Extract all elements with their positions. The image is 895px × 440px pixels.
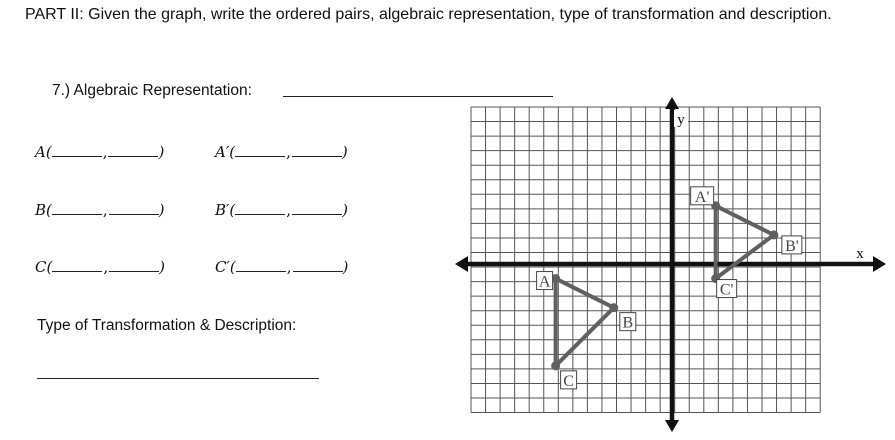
grid-lines — [471, 107, 820, 413]
y-axis-top-arrow — [665, 97, 679, 109]
pair-c-prime-suffix: ) — [342, 258, 349, 276]
page-header: PART II: Given the graph, write the ordered pairs, algebraic representation, type of transformation and description. — [25, 6, 832, 23]
vertex-label-a: A — [538, 273, 551, 291]
vertex-label-b: B — [622, 314, 634, 332]
pair-a-comma: , — [102, 143, 108, 161]
pair-b-comma: , — [102, 201, 108, 219]
pair-b-suffix: ) — [158, 201, 165, 219]
pair-a-prime-comma: , — [286, 143, 291, 161]
vertex-c — [551, 361, 560, 370]
pair-c-prime-comma: , — [286, 258, 292, 276]
axes — [455, 97, 886, 432]
vertex-b — [609, 303, 618, 312]
triangle-abc — [556, 279, 614, 366]
pair-c-comma: , — [103, 258, 109, 276]
pair-b-prime-prefix: B′( — [215, 201, 236, 219]
y-axis-label: y — [677, 112, 685, 128]
question-7-label: 7.) Algebraic Representation: — [52, 82, 252, 99]
pair-a-suffix: ) — [158, 143, 165, 161]
pair-a-prime-suffix: ) — [341, 143, 348, 161]
pair-c-prime-prefix: C′( — [215, 258, 236, 276]
vertex-label-a-prime: A' — [694, 188, 710, 206]
vertex-label-c: C — [563, 372, 574, 390]
x-axis-right-arrow — [873, 256, 886, 272]
triangle-a-prime-b-prime-c-prime — [716, 206, 774, 279]
pair-b-prefix: B( — [35, 201, 52, 219]
pair-a-prime-prefix: A′( — [215, 143, 236, 161]
y-axis-bottom-arrow — [665, 420, 679, 432]
pair-a-prefix: A( — [35, 143, 52, 161]
vertex-label-c-prime: C' — [719, 281, 734, 299]
pair-c-prefix: C( — [35, 258, 53, 276]
pair-b-prime-comma: , — [286, 201, 292, 219]
vertex-b-prime — [769, 230, 778, 239]
pair-c-suffix: ) — [159, 258, 165, 276]
transformation-description-label: Type of Transformation & Description: — [37, 317, 297, 334]
x-axis-left-arrow — [455, 256, 468, 272]
pair-b-prime-suffix: ) — [342, 201, 348, 219]
x-axis-label: x — [856, 246, 864, 262]
vertex-label-b-prime: B' — [785, 237, 799, 255]
